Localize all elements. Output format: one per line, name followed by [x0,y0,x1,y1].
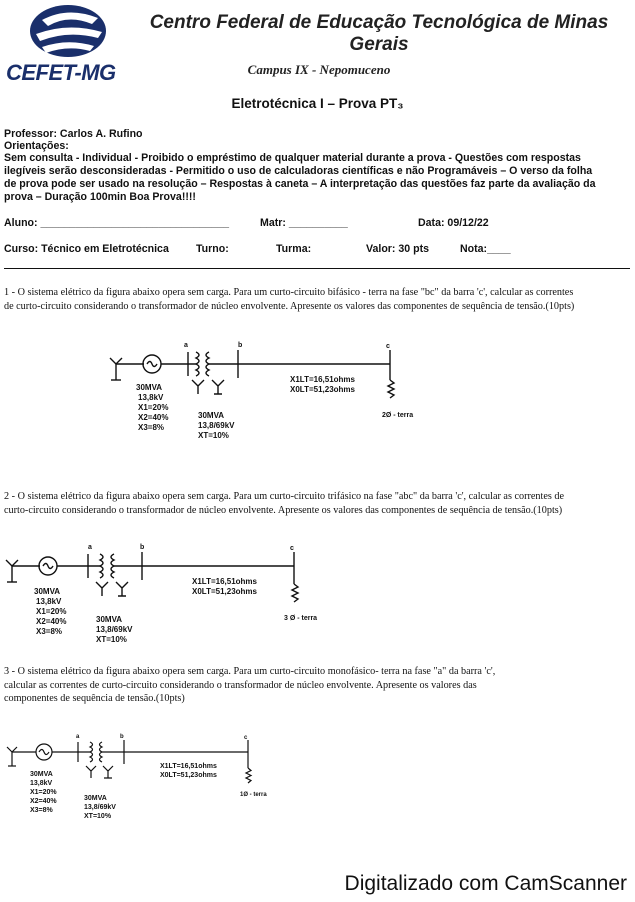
question-1 [4,286,630,313]
line-impedance-2: X0LT=51,23ohms [192,587,257,596]
gen-line-5: X3=8% [138,423,165,432]
valor-field: Valor: 30 pts [366,243,429,255]
gen-line-1: 30MVA [30,771,53,778]
turma-field: Turma: [276,243,312,255]
gen-line-5: X3=8% [36,627,63,636]
transformer-line-2: 13,8/69kV [198,421,235,430]
matr-field: Matr: __________ [260,217,348,229]
question-1-line-1: 1 - O sistema elétrico da figura abaixo opera sem carga. Para um curto-circuito bifásico - terra na fase "bc" da barra 'c', calcular as correntes [4,287,574,298]
orientacoes-line-4: prova – Duração 100min Boa Prova!!!! [4,191,196,203]
header-divider [4,268,630,269]
bus-b-label: b [120,734,124,740]
curso-field: Curso: Técnico em Eletrotécnica [4,243,169,255]
transformer-line-2: 13,8/69kV [96,625,133,634]
orientacoes-line-2: ilegíveis serão desconsideradas - Permitido o uso de calculadoras científicas e não Programáveis – O verso da folha [4,165,593,177]
gen-line-3: X1=20% [36,607,67,616]
question-3-line-2: calcular as correntes de curto-circuito considerando o transformador de núcleo envolvente. Apresente os valores das [4,679,477,691]
aluno-field: Aluno: ________________________________ [4,217,230,229]
gen-line-2: 13,8kV [138,393,164,402]
line-impedance-1: X1LT=16,51ohms [192,577,257,586]
transformer-line-1: 30MVA [198,411,225,420]
transformer-line-1: 30MVA [96,615,123,624]
fault-label-1: 2Ø - terra [382,412,414,419]
turno-field: Turno: [196,243,229,255]
professor-line: Professor: Carlos A. Rufino [4,128,143,140]
question-3-diagram [4,730,284,830]
transformer-line-3: XT=10% [96,635,127,644]
camscanner-watermark: Digitalizado com CamScanner [344,872,627,895]
gen-line-3: X1=20% [30,789,57,796]
gen-line-5: X3=8% [30,807,53,814]
gen-line-2: 13,8kV [30,780,53,787]
gen-line-4: X2=40% [30,798,57,805]
fault-label-3: 1Ø - terra [240,792,267,798]
bus-b-label: b [140,544,145,551]
orientacoes-line-1: Sem consulta - Individual - Proibido o empréstimo de qualquer material durante a prova - Questões com respostas [4,152,581,164]
logo-text: CEFET-MG [6,60,116,85]
data-field: Data: 09/12/22 [418,217,489,229]
question-1-diagram [108,338,414,453]
institution-title: Centro Federal de Educação Tecnológica de Minas Gerais [149,12,609,55]
bus-c-label: c [244,735,248,741]
transformer-line-3: XT=10% [84,813,112,820]
gen-line-3: X1=20% [138,403,169,412]
question-1-line-2: de curto-circuito considerando o transformador de núcleo envolvente. Apresente os valores das componentes de sequência de tensão.(10pts) [4,300,575,312]
bus-b-label: b [238,342,243,349]
gen-line-1: 30MVA [136,383,163,392]
orientacoes-label: Orientações: [4,140,69,152]
gen-line-2: 13,8kV [36,597,62,606]
bus-a-label: a [88,544,92,551]
gen-line-4: X2=40% [36,617,67,626]
cefet-logo [6,4,124,90]
line-impedance-2: X0LT=51,23ohms [290,385,355,394]
question-3-line-1: 3 - O sistema elétrico da figura abaixo opera sem carga. Para um curto-circuito monofásico- terra na fase "a" da barra 'c', [4,666,496,677]
transformer-line-3: XT=10% [198,431,229,440]
line-impedance-1: X1LT=16,51ohms [290,375,355,384]
gen-line-1: 30MVA [34,587,61,596]
exam-title: Eletrotécnica I – Prova PT₃ [231,96,404,111]
question-3 [4,665,630,706]
question-2-line-1: 2 - O sistema elétrico da figura abaixo opera sem carga. Para um curto-circuito trifásico na fase "abc" da barra 'c', calcular as correntes de [4,491,564,502]
line-impedance-2: X0LT=51,23ohms [160,772,217,779]
fault-label-2: 3 Ø - terra [284,615,318,622]
nota-field: Nota:____ [460,243,511,255]
question-2-diagram [4,540,318,655]
gen-line-4: X2=40% [138,413,169,422]
bus-c-label: c [290,545,294,552]
transformer-line-1: 30MVA [84,795,107,802]
transformer-line-2: 13,8/69kV [84,804,116,811]
bus-a-label: a [76,734,80,740]
campus-label: Campus IX - Nepomuceno [247,62,391,77]
orientacoes-line-3: de prova pode ser usado na resolução – Respostas à caneta – A interpretação das questões faz parte da avaliação da [4,178,596,190]
cefet-logo-mark [6,4,124,60]
bus-a-label: a [184,342,188,349]
question-3-line-3: componentes de sequência de tensão.(10pts) [4,693,185,704]
line-impedance-1: X1LT=16,51ohms [160,763,217,770]
question-2-line-2: curto-circuito considerando o transformador de núcleo envolvente. Apresente os valores das componentes de sequência de tensão.(10pts) [4,504,563,516]
question-2 [4,490,630,517]
bus-c-label: c [386,343,390,350]
